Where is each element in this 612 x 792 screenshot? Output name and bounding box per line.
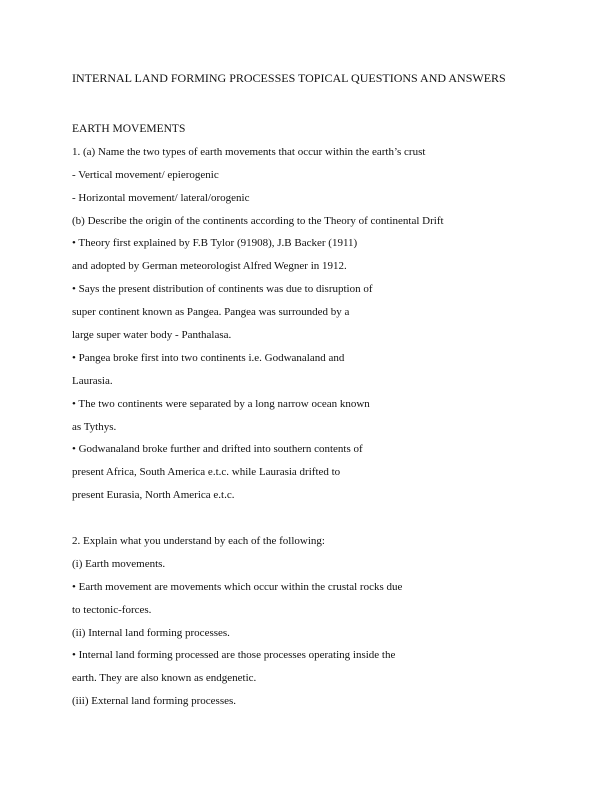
q2-line: to tectonic-forces. [72, 603, 152, 616]
q2-line: (iii) External land forming processes. [72, 695, 237, 708]
section-heading: EARTH MOVEMENTS [72, 123, 186, 135]
q1-line: super continent known as Pangea. Pangea was surrounded by a [72, 306, 350, 319]
q1-line: 1. (a) Name the two types of earth movements that occur within the earth’s crust [72, 145, 426, 158]
q1-line: • Theory first explained by F.B Tylor (91908), J.B Backer (1911) [72, 237, 358, 250]
q1-line: as Tythys. [72, 420, 117, 433]
question-2-block [72, 530, 552, 713]
q1-line: - Vertical movement/ epierogenic [72, 168, 219, 181]
q2-line: • Internal land forming processed are those processes operating inside the [72, 649, 396, 662]
q1-line: (b) Describe the origin of the continents according to the Theory of continental Drift [72, 214, 444, 227]
q2-line: • Earth movement are movements which occur within the crustal rocks due [72, 580, 403, 593]
q1-line: present Eurasia, North America e.t.c. [72, 489, 235, 502]
q1-line: • Says the present distribution of continents was due to disruption of [72, 283, 373, 296]
question-1-block [72, 141, 552, 507]
q1-line: • Pangea broke first into two continents i.e. Godwanaland and [72, 351, 345, 364]
paragraph-gap [72, 507, 552, 530]
q2-line: (i) Earth movements. [72, 557, 166, 570]
q2-line: (ii) Internal land forming processes. [72, 626, 230, 639]
q1-line: • The two continents were separated by a long narrow ocean known [72, 397, 370, 410]
q1-line: • Godwanaland broke further and drifted into southern contents of [72, 443, 363, 456]
q1-line: Laurasia. [72, 374, 113, 387]
q1-line: and adopted by German meteorologist Alfred Wegner in 1912. [72, 260, 347, 273]
q2-line: 2. Explain what you understand by each of the following: [72, 535, 325, 548]
q2-line: earth. They are also known as endgenetic. [72, 672, 257, 685]
q1-line: large super water body - Panthalasa. [72, 329, 232, 342]
document-title: INTERNAL LAND FORMING PROCESSES TOPICAL QUESTIONS AND ANSWERS [72, 71, 506, 85]
q1-line: present Africa, South America e.t.c. while Laurasia drifted to [72, 466, 341, 479]
q1-line: - Horizontal movement/ lateral/orogenic [72, 191, 250, 204]
document-body [72, 118, 552, 713]
